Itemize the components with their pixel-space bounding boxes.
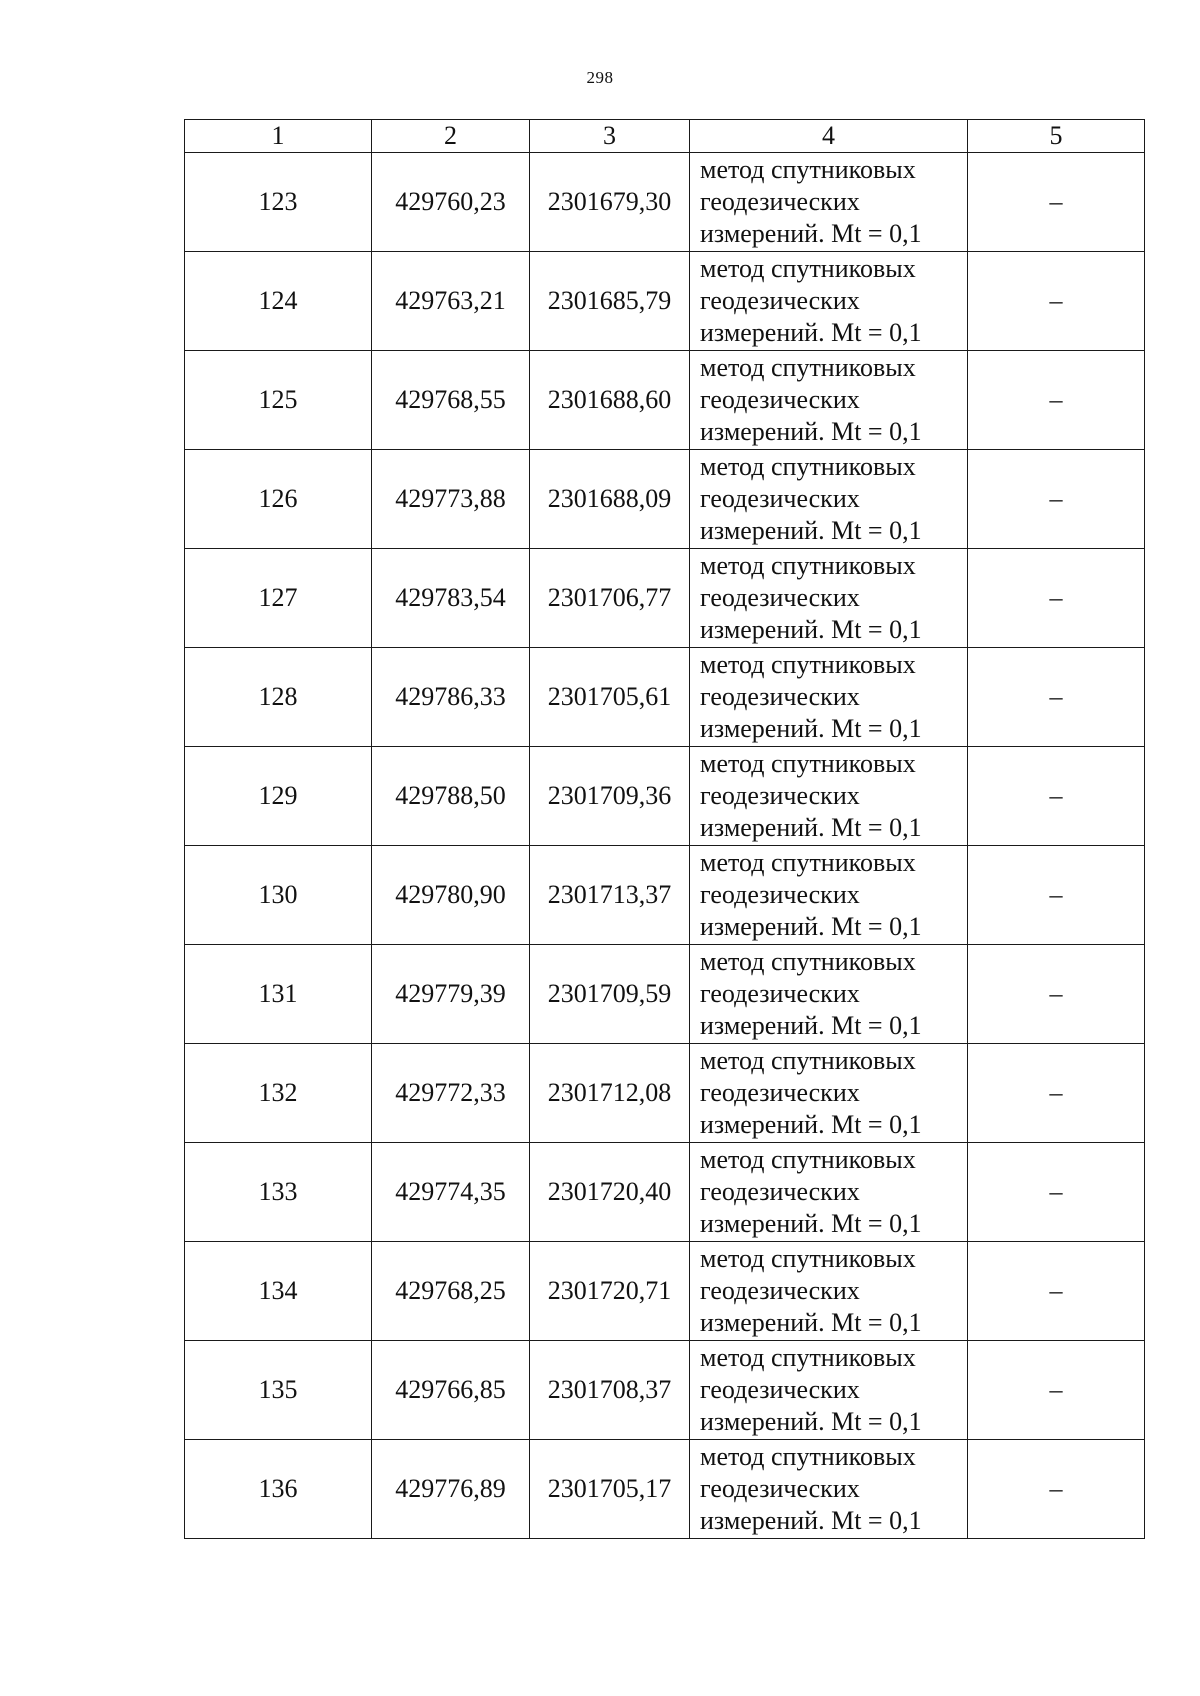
method-cell [690, 153, 968, 252]
header-col-5: 5 [968, 120, 1145, 153]
method-line: измерений. Mt = 0,1 [700, 714, 922, 743]
x-coordinate-cell: 429786,33 [372, 648, 530, 747]
x-coordinate-cell: 429779,39 [372, 945, 530, 1044]
method-line: геодезических [700, 1078, 860, 1107]
point-number-cell: 130 [185, 846, 372, 945]
method-line: измерений. Mt = 0,1 [700, 318, 922, 347]
y-coordinate-cell: 2301685,79 [530, 252, 690, 351]
x-coordinate-cell: 429774,35 [372, 1143, 530, 1242]
method-line: метод спутниковых [700, 947, 916, 976]
y-coordinate-cell: 2301705,17 [530, 1440, 690, 1539]
method-line: метод спутниковых [700, 650, 916, 679]
method-line: измерений. Mt = 0,1 [700, 1407, 922, 1436]
column-5-cell: – [968, 1341, 1145, 1440]
y-coordinate-cell: 2301688,60 [530, 351, 690, 450]
x-coordinate-cell: 429768,55 [372, 351, 530, 450]
y-coordinate-cell: 2301713,37 [530, 846, 690, 945]
method-line: измерений. Mt = 0,1 [700, 516, 922, 545]
column-5-cell: – [968, 450, 1145, 549]
table-row [185, 252, 1145, 351]
table-row [185, 450, 1145, 549]
method-line: измерений. Mt = 0,1 [700, 1011, 922, 1040]
method-line: метод спутниковых [700, 1244, 916, 1273]
y-coordinate-cell: 2301720,71 [530, 1242, 690, 1341]
x-coordinate-cell: 429773,88 [372, 450, 530, 549]
method-line: геодезических [700, 1276, 860, 1305]
method-line: метод спутниковых [700, 749, 916, 778]
column-5-cell: – [968, 945, 1145, 1044]
method-line: метод спутниковых [700, 1343, 916, 1372]
method-line: метод спутниковых [700, 254, 916, 283]
coordinates-table [184, 119, 1145, 1539]
header-col-4: 4 [690, 120, 968, 153]
column-5-cell: – [968, 1440, 1145, 1539]
y-coordinate-cell: 2301688,09 [530, 450, 690, 549]
method-line: геодезических [700, 1474, 860, 1503]
y-coordinate-cell: 2301709,59 [530, 945, 690, 1044]
method-line: метод спутниковых [700, 353, 916, 382]
header-col-3: 3 [530, 120, 690, 153]
method-cell [690, 549, 968, 648]
method-cell [690, 252, 968, 351]
method-line: геодезических [700, 1375, 860, 1404]
table-row [185, 648, 1145, 747]
method-line: метод спутниковых [700, 1442, 916, 1471]
method-cell [690, 648, 968, 747]
method-line: метод спутниковых [700, 452, 916, 481]
point-number-cell: 125 [185, 351, 372, 450]
method-line: измерений. Mt = 0,1 [700, 615, 922, 644]
header-col-1: 1 [185, 120, 372, 153]
table-row [185, 1242, 1145, 1341]
table-row [185, 153, 1145, 252]
method-line: метод спутниковых [700, 1145, 916, 1174]
method-line: измерений. Mt = 0,1 [700, 1506, 922, 1535]
method-line: метод спутниковых [700, 848, 916, 877]
method-cell [690, 351, 968, 450]
method-line: измерений. Mt = 0,1 [700, 813, 922, 842]
method-cell [690, 747, 968, 846]
table-row [185, 846, 1145, 945]
method-line: геодезических [700, 682, 860, 711]
table-row [185, 1143, 1145, 1242]
column-5-cell: – [968, 1044, 1145, 1143]
point-number-cell: 132 [185, 1044, 372, 1143]
method-cell [690, 1242, 968, 1341]
x-coordinate-cell: 429763,21 [372, 252, 530, 351]
method-line: геодезических [700, 484, 860, 513]
method-line: геодезических [700, 781, 860, 810]
y-coordinate-cell: 2301709,36 [530, 747, 690, 846]
table-row [185, 1440, 1145, 1539]
column-5-cell: – [968, 1242, 1145, 1341]
header-row [185, 120, 1145, 153]
point-number-cell: 126 [185, 450, 372, 549]
point-number-cell: 127 [185, 549, 372, 648]
point-number-cell: 129 [185, 747, 372, 846]
table-row [185, 549, 1145, 648]
table-header [185, 120, 1145, 153]
method-line: геодезических [700, 979, 860, 1008]
method-line: геодезических [700, 1177, 860, 1206]
method-line: геодезических [700, 385, 860, 414]
x-coordinate-cell: 429760,23 [372, 153, 530, 252]
point-number-cell: 123 [185, 153, 372, 252]
column-5-cell: – [968, 846, 1145, 945]
point-number-cell: 124 [185, 252, 372, 351]
y-coordinate-cell: 2301706,77 [530, 549, 690, 648]
method-cell [690, 1044, 968, 1143]
table-row [185, 1341, 1145, 1440]
x-coordinate-cell: 429780,90 [372, 846, 530, 945]
column-5-cell: – [968, 549, 1145, 648]
page-number: 298 [586, 68, 614, 87]
y-coordinate-cell: 2301679,30 [530, 153, 690, 252]
method-line: метод спутниковых [700, 551, 916, 580]
method-cell [690, 846, 968, 945]
method-line: геодезических [700, 187, 860, 216]
table-body [185, 153, 1145, 1539]
method-line: измерений. Mt = 0,1 [700, 1209, 922, 1238]
x-coordinate-cell: 429768,25 [372, 1242, 530, 1341]
method-line: измерений. Mt = 0,1 [700, 1308, 922, 1337]
method-line: метод спутниковых [700, 1046, 916, 1075]
header-col-2: 2 [372, 120, 530, 153]
point-number-cell: 134 [185, 1242, 372, 1341]
y-coordinate-cell: 2301708,37 [530, 1341, 690, 1440]
table-row [185, 1044, 1145, 1143]
y-coordinate-cell: 2301720,40 [530, 1143, 690, 1242]
method-cell [690, 1440, 968, 1539]
method-cell [690, 1143, 968, 1242]
x-coordinate-cell: 429766,85 [372, 1341, 530, 1440]
x-coordinate-cell: 429776,89 [372, 1440, 530, 1539]
table-row [185, 945, 1145, 1044]
method-line: геодезических [700, 880, 860, 909]
method-cell [690, 945, 968, 1044]
method-line: метод спутниковых [700, 155, 916, 184]
method-line: измерений. Mt = 0,1 [700, 912, 922, 941]
column-5-cell: – [968, 153, 1145, 252]
column-5-cell: – [968, 648, 1145, 747]
method-line: геодезических [700, 286, 860, 315]
column-5-cell: – [968, 351, 1145, 450]
table-row [185, 351, 1145, 450]
point-number-cell: 135 [185, 1341, 372, 1440]
point-number-cell: 136 [185, 1440, 372, 1539]
x-coordinate-cell: 429783,54 [372, 549, 530, 648]
point-number-cell: 133 [185, 1143, 372, 1242]
point-number-cell: 131 [185, 945, 372, 1044]
point-number-cell: 128 [185, 648, 372, 747]
column-5-cell: – [968, 252, 1145, 351]
method-line: измерений. Mt = 0,1 [700, 417, 922, 446]
y-coordinate-cell: 2301712,08 [530, 1044, 690, 1143]
method-line: геодезических [700, 583, 860, 612]
x-coordinate-cell: 429788,50 [372, 747, 530, 846]
x-coordinate-cell: 429772,33 [372, 1044, 530, 1143]
method-cell [690, 450, 968, 549]
table-row [185, 747, 1145, 846]
column-5-cell: – [968, 747, 1145, 846]
column-5-cell: – [968, 1143, 1145, 1242]
method-line: измерений. Mt = 0,1 [700, 219, 922, 248]
method-line: измерений. Mt = 0,1 [700, 1110, 922, 1139]
y-coordinate-cell: 2301705,61 [530, 648, 690, 747]
method-cell [690, 1341, 968, 1440]
